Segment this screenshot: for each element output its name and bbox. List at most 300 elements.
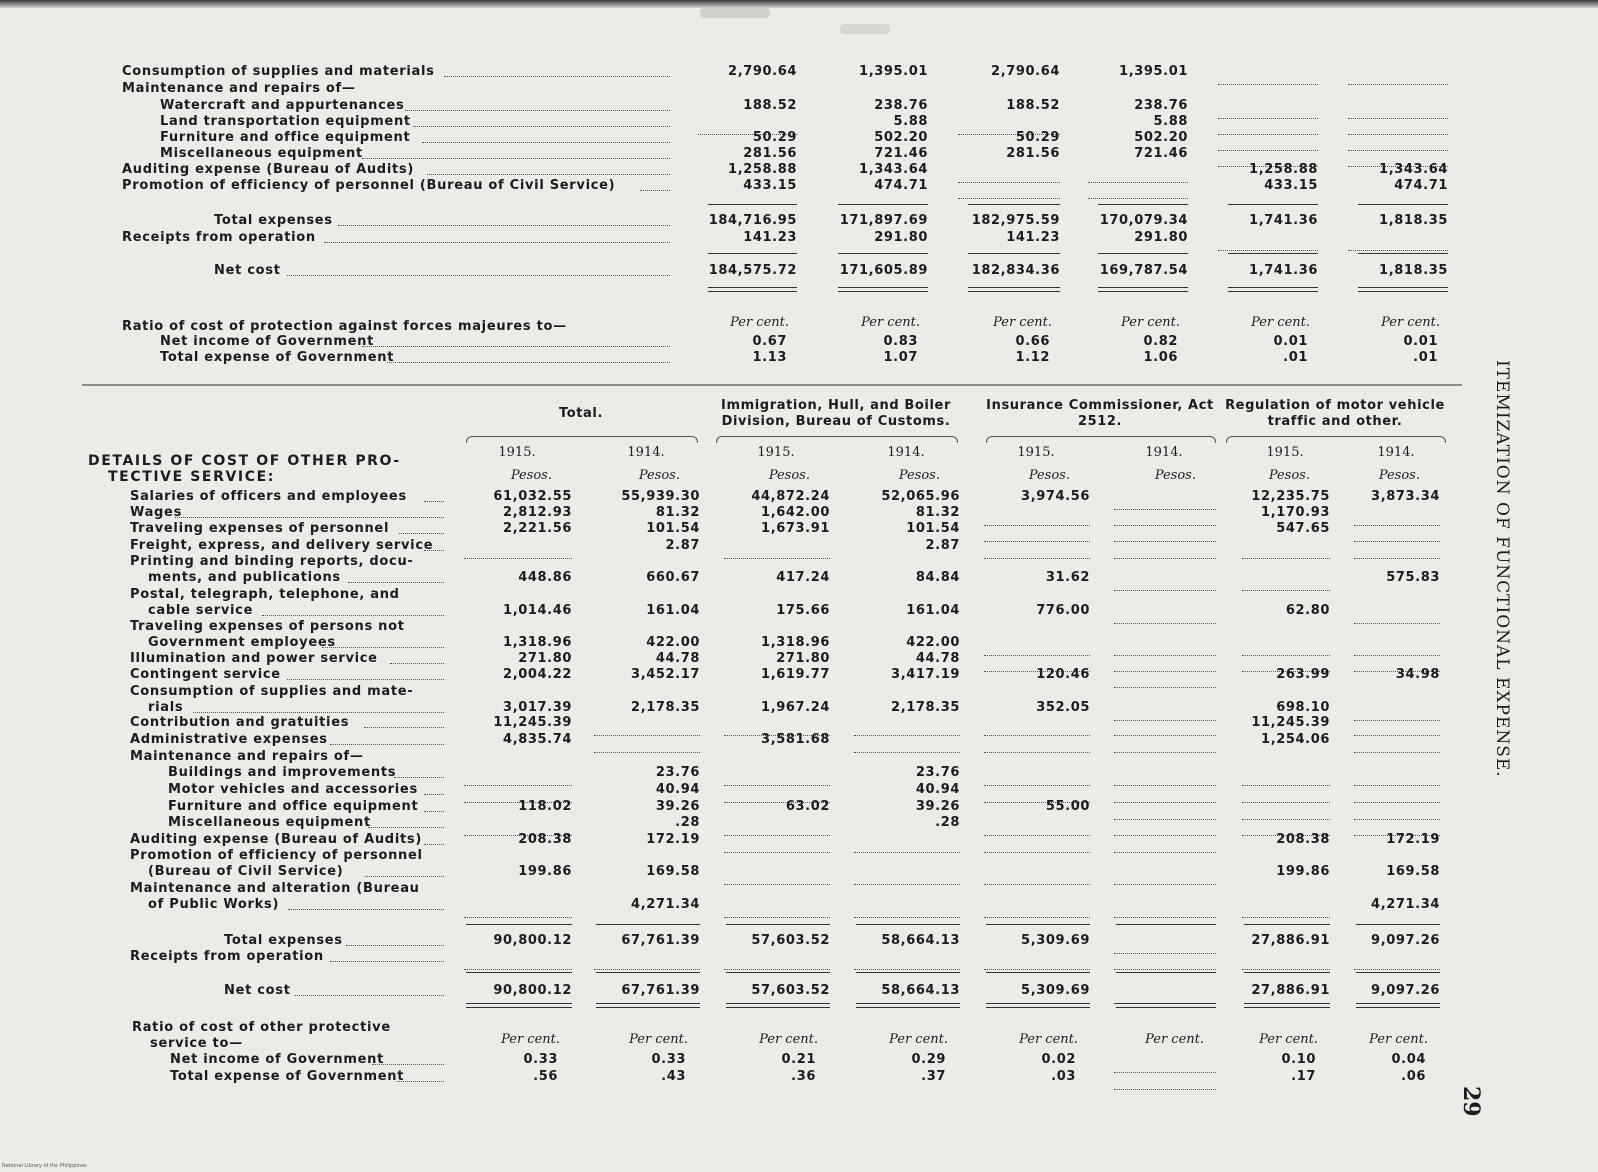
cell-value: 172.19 [1386,832,1440,847]
per-cent-label: Per cent. [501,1032,560,1047]
cell-value: 1,818.35 [1379,263,1448,278]
cell-value: 271.80 [776,651,830,666]
dot-leader-empty [1354,959,1440,970]
dot-leader-empty [984,959,1090,970]
ratio-value: 1.07 [883,350,918,365]
cell-value: 2.87 [925,538,960,553]
cell-value: 63.02 [785,799,830,814]
dot-leader-empty [984,515,1090,526]
dot-leader [193,702,444,713]
cell-value: 3,017.39 [503,700,572,715]
dot-leader-empty [1242,792,1330,803]
cell-value: 55,939.30 [621,489,700,504]
row-label: rials [148,700,184,715]
cell-value: 2,004.22 [503,667,572,682]
dot-leader [295,985,444,996]
dot-leader [324,232,670,243]
dot-leader-empty [854,874,960,885]
cell-value: 1,673.91 [761,521,830,536]
dot-leader [424,784,444,795]
ratio-value: .56 [533,1069,558,1084]
dot-leader [330,734,444,745]
row-label: Printing and binding reports, docu- [130,554,414,569]
sum-rule [1356,972,1440,973]
row-label: Receipts from operation [122,230,316,245]
cell-value: 1,818.35 [1379,213,1448,228]
cell-value: 44.78 [915,651,960,666]
cell-value: 208.38 [1276,832,1330,847]
cell-value: .28 [675,815,700,830]
row-label: Traveling expenses of personnel [130,521,390,536]
cell-value: 474.71 [1394,178,1448,193]
row-label: Wages [130,505,183,520]
cell-value: 3,452.17 [631,667,700,682]
cell-value: 58,664.13 [881,933,960,948]
double-rule [1356,1003,1440,1008]
dot-leader [394,767,444,778]
dot-leader-empty [1354,792,1440,803]
cell-value: 170,079.34 [1099,213,1188,228]
cell-value: 1,395.01 [859,64,928,79]
unit-label: Pesos. [1154,468,1196,483]
sum-rule [968,253,1060,254]
dot-leader-empty [1242,959,1330,970]
dot-leader-empty [1218,74,1318,85]
row-label: Consumption of supplies and materials [122,64,435,79]
column-group-header: Regulation of motor vehicle traffic and other. [1225,398,1445,429]
cell-value: 1,343.64 [1379,162,1448,177]
cell-value: 1,318.96 [503,635,572,650]
cell-value: 11,245.39 [493,715,572,730]
dot-leader-empty [1114,531,1216,542]
year-header: 1914. [627,445,665,460]
cell-value: 2,178.35 [631,700,700,715]
row-label: Furniture and office equipment [160,130,411,145]
ratio-label: Ratio of cost of other protective [132,1020,391,1035]
dot-leader-empty [1114,907,1216,918]
row-label: (Bureau of Civil Service) [148,864,344,879]
row-label: Postal, telegraph, telephone, and [130,587,400,602]
cell-value: 1,254.06 [1261,732,1330,747]
dot-leader [427,164,670,175]
cell-value: 169.58 [646,864,700,879]
dot-leader [288,899,444,910]
dot-leader-empty [1354,809,1440,820]
row-label: Contribution and gratuities [130,715,350,730]
dot-leader [346,935,444,946]
dot-leader-empty [594,725,700,736]
cell-value: 40.94 [655,782,700,797]
scan-top-edge [0,0,1598,8]
sum-rule [466,972,572,973]
sum-rule [838,253,928,254]
dot-leader-empty [984,775,1090,786]
dot-leader-empty [1354,742,1440,753]
dot-leader-empty [1354,548,1440,559]
dot-leader-empty [1088,172,1188,183]
row-label: Freight, express, and delivery service [130,538,434,553]
cell-value: 118.02 [518,799,572,814]
dot-leader [397,1071,444,1082]
cell-value: 39.26 [915,799,960,814]
dot-leader-empty [594,959,700,970]
row-label: Contingent service [130,667,281,682]
ratio-value: 1.13 [752,350,787,365]
cell-value: 3,873.34 [1371,489,1440,504]
cell-value: 50.29 [1015,130,1060,145]
dot-leader-empty [1348,124,1448,135]
cell-value: 3,581.68 [761,732,830,747]
cell-value: 291.80 [1134,230,1188,245]
double-rule [708,287,797,292]
sum-rule [1228,204,1318,205]
cell-value: 9,097.26 [1371,933,1440,948]
dot-leader [413,116,670,127]
dot-leader [322,637,444,648]
ratio-value: 0.82 [1143,334,1178,349]
cell-value: 57,603.52 [751,933,830,948]
cell-value: 39.26 [655,799,700,814]
row-label: Government employees [148,635,336,650]
cell-value: 90,800.12 [493,983,572,998]
dot-leader-empty [854,907,960,918]
row-label: of Public Works) [148,897,280,912]
cell-value: 5,309.69 [1021,933,1090,948]
double-rule [838,287,928,292]
per-cent-label: Per cent. [1381,315,1440,330]
cell-value: 352.05 [1036,700,1090,715]
page-number: 29 [1458,1086,1484,1117]
cell-value: 448.86 [518,570,572,585]
ratio-value: 1.12 [1015,350,1050,365]
dot-leader-empty [1114,792,1216,803]
cell-value: 422.00 [906,635,960,650]
sum-rule [986,924,1090,925]
header-brace [986,436,1216,443]
cell-value: 27,886.91 [1251,933,1330,948]
sum-rule [1098,253,1188,254]
dot-leader-empty [1114,1062,1216,1073]
per-cent-label: Per cent. [1251,315,1310,330]
cell-value: 1,258.88 [728,162,797,177]
scan-smudge [700,8,770,18]
dot-leader [372,1054,444,1065]
dot-leader-empty [1218,240,1318,251]
double-rule [968,287,1060,292]
double-rule [1228,287,1318,292]
dot-leader [405,100,670,111]
cell-value: 433.15 [1264,178,1318,193]
dot-leader-empty [854,842,960,853]
ratio-value: .01 [1283,350,1308,365]
cell-value: 1,014.46 [503,603,572,618]
sum-rule [1116,924,1216,925]
sum-rule [466,924,572,925]
unit-label: Pesos. [898,468,940,483]
ratio-value: .03 [1051,1069,1076,1084]
year-header: 1914. [1377,445,1415,460]
per-cent-label: Per cent. [1259,1032,1318,1047]
dot-leader-empty [1114,613,1216,624]
dot-leader [362,336,670,347]
dot-leader-empty [464,548,572,559]
dot-leader [365,866,444,877]
cell-value: 90,800.12 [493,933,572,948]
dot-leader [424,540,444,551]
dot-leader [287,669,444,680]
dot-leader-empty [958,188,1060,199]
ratio-value: .37 [921,1069,946,1084]
cell-value: 182,834.36 [971,263,1060,278]
cell-value: 2.87 [665,538,700,553]
per-cent-label: Per cent. [993,315,1052,330]
cell-value: 238.76 [1134,98,1188,113]
dot-leader [387,352,670,363]
dot-leader-empty [984,548,1090,559]
row-label: Maintenance and alteration (Bureau [130,881,420,896]
cell-value: 81.32 [915,505,960,520]
cell-value: 5.88 [1153,114,1188,129]
dot-leader-empty [984,531,1090,542]
row-label: Promotion of efficiency of personnel [130,848,423,863]
ratio-value: .01 [1413,350,1438,365]
double-rule [856,1003,960,1008]
per-cent-label: Per cent. [759,1032,818,1047]
cell-value: 67,761.39 [621,933,700,948]
cell-value: 141.23 [1006,230,1060,245]
sum-rule [1244,972,1330,973]
dot-leader [175,507,444,518]
dot-leader-empty [1114,661,1216,672]
cell-value: 547.65 [1276,521,1330,536]
cell-value: 721.46 [1134,146,1188,161]
cell-value: 433.15 [743,178,797,193]
dot-leader-empty [854,725,960,736]
dot-leader-empty [854,959,960,970]
dot-leader-empty [1114,515,1216,526]
dot-leader-empty [1354,613,1440,624]
dot-leader-empty [984,907,1090,918]
cell-value: 12,235.75 [1251,489,1330,504]
dot-leader-empty [1218,108,1318,119]
cell-value: 1,967.24 [761,700,830,715]
dot-leader-empty [594,742,700,753]
per-cent-label: Per cent. [1121,315,1180,330]
per-cent-label: Per cent. [1145,1032,1204,1047]
ratio-value: 1.06 [1143,350,1178,365]
cell-value: .28 [935,815,960,830]
column-group-header: Immigration, Hull, and Boiler Division, Bureau of Customs. [721,398,951,429]
sum-rule [1098,204,1188,205]
row-label: ments, and publications [148,570,341,585]
cell-value: 238.76 [874,98,928,113]
row-label: Total expenses [224,933,343,948]
cell-value: 52,065.96 [881,489,960,504]
row-label: Traveling expenses of persons not [130,619,405,634]
cell-value: 474.71 [874,178,928,193]
row-label: Miscellaneous equipment [160,146,363,161]
dot-leader-empty [1218,140,1318,151]
cell-value: 1,642.00 [761,505,830,520]
row-label: Receipts from operation [130,949,324,964]
unit-label: Pesos. [1378,468,1420,483]
dot-leader-empty [1242,645,1330,656]
cell-value: 422.00 [646,635,700,650]
cell-value: 2,178.35 [891,700,960,715]
ratio-row-label: Net income of Government [160,334,374,349]
sum-rule [856,972,960,973]
dot-leader-empty [1348,240,1448,251]
double-rule [466,1003,572,1008]
ratio-value: 0.04 [1391,1052,1426,1067]
dot-leader-empty [724,907,830,918]
row-label: Illumination and power service [130,651,378,666]
cell-value: 57,603.52 [751,983,830,998]
row-label: Net cost [214,263,281,278]
dot-leader [330,951,444,962]
cell-value: 4,271.34 [631,897,700,912]
cell-value: 271.80 [518,651,572,666]
ratio-value: 0.33 [523,1052,558,1067]
cell-value: 2,812.93 [503,505,572,520]
cell-value: 44.78 [655,651,700,666]
dot-leader [390,653,444,664]
cell-value: 4,835.74 [503,732,572,747]
sum-rule [726,972,830,973]
row-label: cable service [148,603,254,618]
side-heading: ITEMIZATION OF FUNCTIONAL EXPENSE. [1492,360,1512,778]
cell-value: 11,245.39 [1251,715,1330,730]
cell-value: 2,221.56 [503,521,572,536]
cell-value: 101.54 [906,521,960,536]
double-rule [1358,287,1448,292]
dot-leader-empty [1114,710,1216,721]
dot-leader-empty [1242,548,1330,559]
dot-leader-empty [464,907,572,918]
cell-value: 2,790.64 [728,64,797,79]
cell-value: 263.99 [1276,667,1330,682]
column-group-header: Insurance Commissioner, Act 2512. [986,398,1214,429]
dot-leader [444,66,670,77]
cell-value: 1,343.64 [859,162,928,177]
dot-leader-empty [1348,140,1448,151]
ratio-row-label: Total expense of Government [160,350,395,365]
dot-leader [287,265,670,276]
dot-leader [362,148,670,159]
dot-leader-empty [1114,959,1216,970]
row-label: Furniture and office equipment [168,799,419,814]
cell-value: 120.46 [1036,667,1090,682]
dot-leader-empty [1114,677,1216,688]
cell-value: 5,309.69 [1021,983,1090,998]
cell-value: 62.80 [1285,603,1330,618]
per-cent-label: Per cent. [730,315,789,330]
cell-value: 55.00 [1045,799,1090,814]
year-header: 1915. [1266,445,1304,460]
dot-leader [399,523,444,534]
cell-value: 1,619.77 [761,667,830,682]
row-label: Consumption of supplies and mate- [130,684,414,699]
per-cent-label: Per cent. [889,1032,948,1047]
dot-leader [424,834,444,845]
per-cent-label: Per cent. [1019,1032,1078,1047]
dot-leader-empty [1114,725,1216,736]
cell-value: 9,097.26 [1371,983,1440,998]
footer-credit: National Library of the Philippines [2,1163,87,1169]
sum-rule [596,972,700,973]
ratio-value: 0.83 [883,334,918,349]
cell-value: 61,032.55 [493,489,572,504]
double-rule [1244,1003,1330,1008]
row-label: Salaries of officers and employees [130,489,407,504]
double-rule [1116,1003,1216,1008]
cell-value: 1,318.96 [761,635,830,650]
dot-leader-empty [1354,515,1440,526]
cell-value: 199.86 [518,864,572,879]
cell-value: 188.52 [743,98,797,113]
cell-value: 1,741.36 [1249,263,1318,278]
row-label: Administrative expenses [130,732,328,747]
dot-leader [338,215,670,226]
dot-leader-empty [984,842,1090,853]
ratio-label: service to— [150,1036,243,1051]
ratio-value: .17 [1291,1069,1316,1084]
dot-leader [364,717,444,728]
dot-leader-empty [1114,499,1216,510]
sum-rule [838,204,928,205]
dot-leader-empty [1114,1079,1216,1090]
sum-rule [1356,924,1440,925]
dot-leader-empty [1088,188,1188,199]
dot-leader-empty [958,172,1060,183]
dot-leader-empty [1114,645,1216,656]
cell-value: 169,787.54 [1099,263,1188,278]
ratio-value: 0.66 [1015,334,1050,349]
sum-rule [856,924,960,925]
sum-rule [726,924,830,925]
cell-value: 23.76 [655,765,700,780]
dot-leader-empty [724,825,830,836]
dot-leader-empty [724,842,830,853]
unit-label: Pesos. [638,468,680,483]
sum-rule [1358,204,1448,205]
cell-value: 1,741.36 [1249,213,1318,228]
row-label: Miscellaneous equipment [168,815,371,830]
cell-value: 171,605.89 [839,263,928,278]
cell-value: 502.20 [874,130,928,145]
row-label: Maintenance and repairs of— [122,81,356,96]
cell-value: 502.20 [1134,130,1188,145]
cell-value: 50.29 [752,130,797,145]
dot-leader-empty [724,548,830,559]
cell-value: 172.19 [646,832,700,847]
cell-value: 184,575.72 [708,263,797,278]
dot-leader-empty [984,742,1090,753]
unit-label: Pesos. [510,468,552,483]
sum-rule [708,253,797,254]
cell-value: 281.56 [743,146,797,161]
section-title: DETAILS OF COST OF OTHER PRO- [88,453,401,469]
row-label: Net cost [224,983,291,998]
dot-leader-empty [1114,943,1216,954]
row-label: Total expenses [214,213,333,228]
cell-value: 44,872.24 [751,489,830,504]
cell-value: 141.23 [743,230,797,245]
dot-leader-empty [1242,907,1330,918]
ratio-value: .06 [1401,1069,1426,1084]
ratio-value: .36 [791,1069,816,1084]
row-label: Auditing expense (Bureau of Audits) [122,162,414,177]
